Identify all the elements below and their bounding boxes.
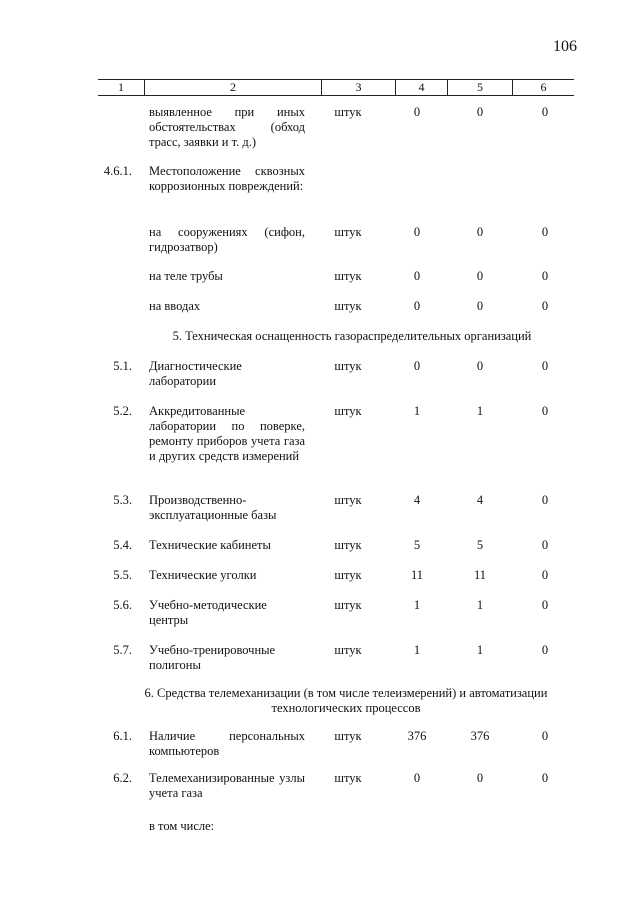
- row-value-4: 0: [413, 105, 421, 119]
- row-name: Учебно-тренировочные полигоны: [149, 643, 276, 672]
- row-value-5: 0: [476, 225, 484, 239]
- section-heading-5: 5. Техническая оснащенность газораспределительных организаций: [172, 329, 532, 343]
- row-value-6: 0: [541, 493, 549, 507]
- row-value-5: 0: [476, 105, 484, 119]
- row-value-6: 0: [541, 771, 549, 785]
- row-unit: штук: [334, 105, 362, 119]
- row-value-6: 0: [541, 598, 549, 612]
- row-name: Аккредитованные лаборатории по поверке, ремонту приборов учета газа и других средств измерений: [149, 404, 305, 463]
- row-name: Технические кабинеты: [149, 538, 271, 552]
- row-unit: штук: [334, 538, 362, 552]
- row-name: выявленное при иных обстоятельствах (обход трасс, заявки и т. д.): [149, 105, 305, 149]
- row-value-5: 5: [476, 538, 484, 552]
- row-value-5: 0: [476, 359, 484, 373]
- row-name: на вводах: [149, 299, 201, 313]
- row-name: Технические уголки: [149, 568, 257, 582]
- header-col-6: 6: [512, 80, 574, 95]
- page-number: 106: [553, 38, 577, 55]
- row-number: 5.4.: [113, 538, 132, 552]
- row-unit: штук: [334, 598, 362, 612]
- row-value-6: 0: [541, 359, 549, 373]
- row-value-4: 1: [413, 404, 421, 418]
- row-number: 4.6.1.: [103, 164, 132, 178]
- header-col-3: 3: [321, 80, 395, 95]
- row-number: 5.1.: [113, 359, 132, 373]
- row-value-4: 1: [413, 598, 421, 612]
- table-header: [98, 79, 574, 96]
- header-col-5: 5: [447, 80, 512, 95]
- row-name: Телемеханизированные узлы учета газа: [149, 771, 305, 800]
- row-number: 6.2.: [113, 771, 132, 785]
- row-unit: штук: [334, 493, 362, 507]
- row-name: Местоположение сквозных коррозионных повреждений:: [149, 164, 305, 193]
- row-unit: штук: [334, 771, 362, 785]
- row-value-4: 11: [410, 568, 424, 582]
- row-name: Учебно-методические центры: [149, 598, 267, 627]
- row-value-6: 0: [541, 105, 549, 119]
- row-value-4: 0: [413, 771, 421, 785]
- row-value-6: 0: [541, 404, 549, 418]
- row-number: 5.6.: [113, 598, 132, 612]
- row-value-6: 0: [541, 538, 549, 552]
- row-value-6: 0: [541, 225, 549, 239]
- row-number: 5.7.: [113, 643, 132, 657]
- row-value-5: 11: [473, 568, 487, 582]
- row-unit: штук: [334, 359, 362, 373]
- row-value-4: 0: [413, 299, 421, 313]
- row-value-4: 4: [413, 493, 421, 507]
- header-col-1: 1: [118, 80, 124, 94]
- row-value-5: 0: [476, 269, 484, 283]
- row-unit: штук: [334, 729, 362, 743]
- row-value-4: 376: [407, 729, 427, 743]
- row-value-4: 0: [413, 269, 421, 283]
- row-name: Наличие персональных компьютеров: [149, 729, 305, 758]
- row-value-5: 4: [476, 493, 484, 507]
- row-name: на теле трубы: [149, 269, 223, 283]
- row-value-4: 0: [413, 359, 421, 373]
- row-number: 5.5.: [113, 568, 132, 582]
- row-value-4: 0: [413, 225, 421, 239]
- row-value-6: 0: [541, 643, 549, 657]
- header-col-2: 2: [144, 80, 321, 95]
- row-unit: штук: [334, 225, 362, 239]
- row-value-6: 0: [541, 269, 549, 283]
- row-value-5: 1: [476, 643, 484, 657]
- row-value-5: 0: [476, 299, 484, 313]
- row-unit: штук: [334, 299, 362, 313]
- row-name: на сооружениях (сифон, гидрозатвор): [149, 225, 305, 254]
- row-value-5: 1: [476, 404, 484, 418]
- row-value-4: 5: [413, 538, 421, 552]
- trailing-text: в том числе:: [149, 819, 215, 833]
- row-unit: штук: [334, 643, 362, 657]
- row-unit: штук: [334, 269, 362, 283]
- row-number: 5.3.: [113, 493, 132, 507]
- row-value-6: 0: [541, 568, 549, 582]
- row-name: Диагностические лаборатории: [149, 359, 242, 388]
- row-name: Производственно-эксплуатационные базы: [149, 493, 277, 522]
- row-number: 5.2.: [113, 404, 132, 418]
- row-unit: штук: [334, 568, 362, 582]
- row-value-5: 0: [476, 771, 484, 785]
- row-value-5: 1: [476, 598, 484, 612]
- row-value-5: 376: [470, 729, 490, 743]
- row-value-4: 1: [413, 643, 421, 657]
- row-value-6: 0: [541, 299, 549, 313]
- header-col-4: 4: [395, 80, 447, 95]
- row-unit: штук: [334, 404, 362, 418]
- row-value-6: 0: [541, 729, 549, 743]
- row-number: 6.1.: [113, 729, 132, 743]
- section-heading-6: 6. Средства телемеханизации (в том числе телеизмерений) и автоматизации технологических процессов: [144, 686, 548, 715]
